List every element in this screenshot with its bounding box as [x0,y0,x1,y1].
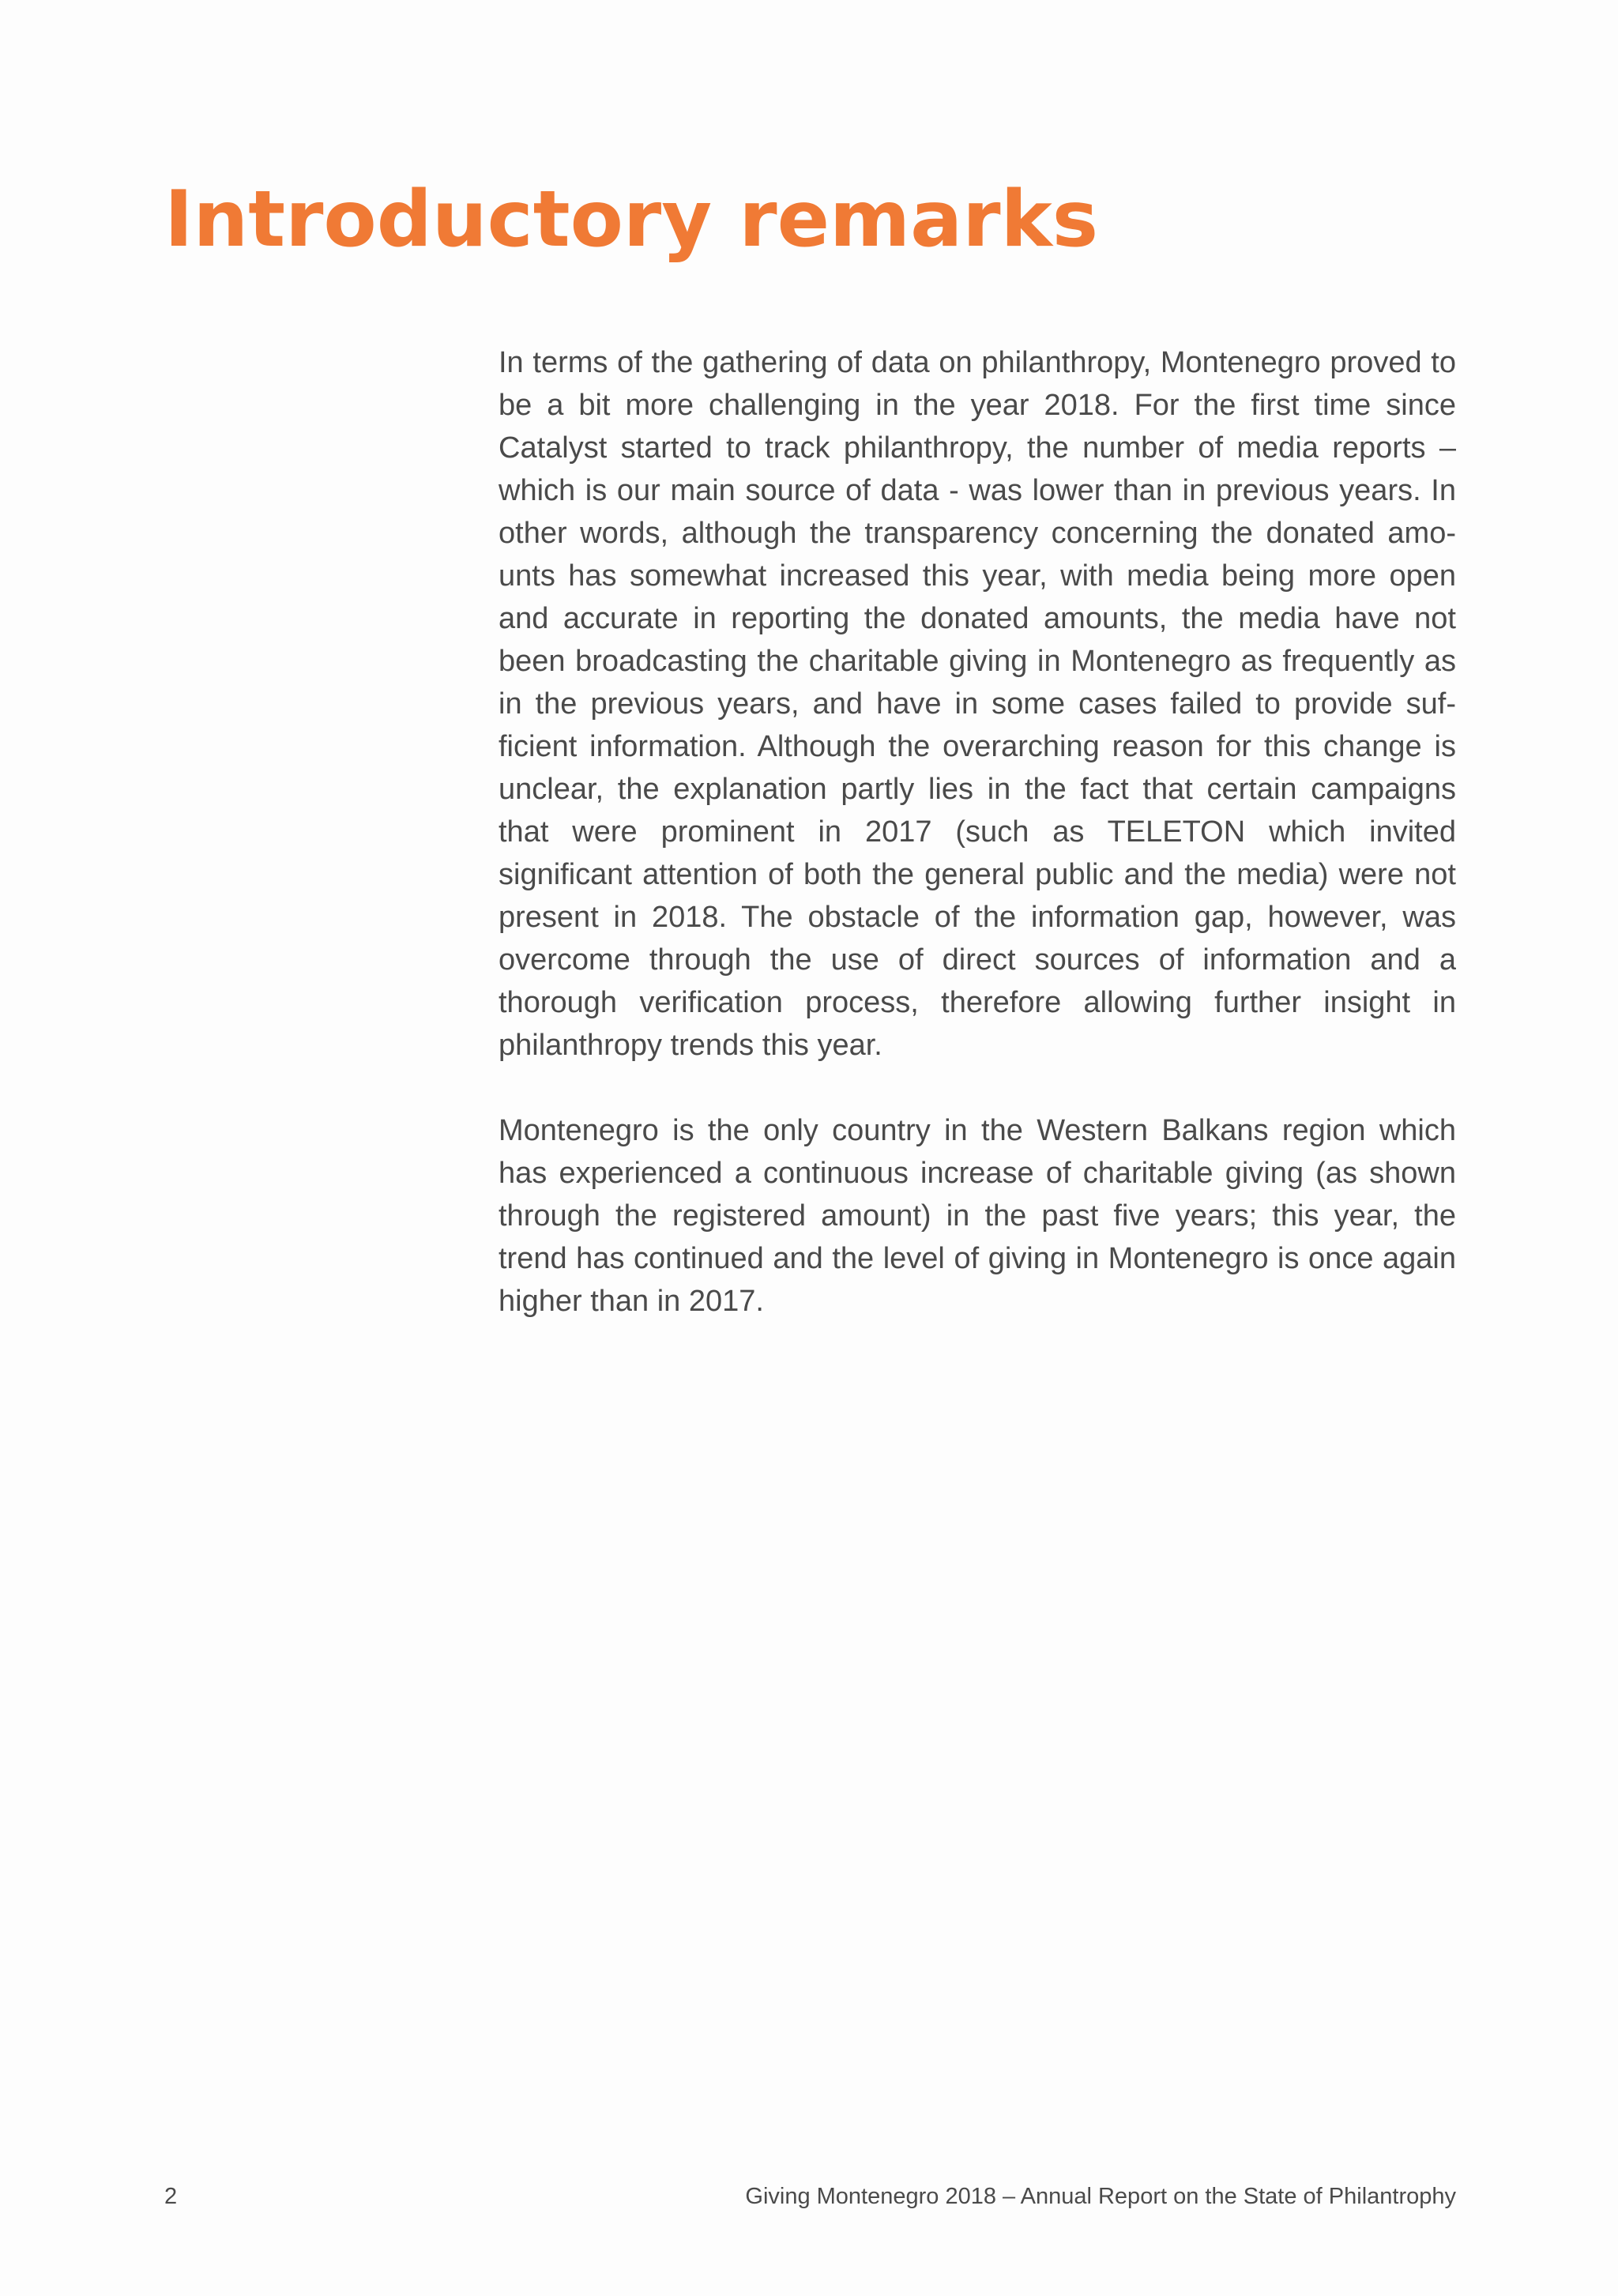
running-title: Giving Montenegro 2018 – Annual Report on the State of Philantrophy [745,2184,1456,2209]
body-text [499,341,1456,1365]
paragraph-giving-trend: Montenegro is the only country in the Western Balkans region which has experienced a continuous increase of charitable giving (as shown through the registered amount) in the past five years; this year, the trend has continued and the level of giving in Montenegro is once again higher than in 2017. [499,1114,1456,1318]
page-footer [164,2181,1456,2212]
paragraph-data-gathering: In terms of the gathering of data on philanthropy, Montenegro proved to be a bit more challenging in the year 2018. For the first time since Catalyst started to track philanthropy, the number of media reports – which is our main source of data - was lower than in previous years. In other words, although the transparency concerning the donated amounts has somewhat increased this year, with media being more open and accurate in reporting the donated amounts, the media have not been broadcasting the charitable giving in Montenegro as frequently as in the previous years, and have in some cases failed to provide sufficient information. Although the overarching reason for this change is unclear, the explanation partly lies in the fact that certain campaigns that were prominent in 2017 (such as TELETON which invited significant attention of both the general public and the media) were not present in 2018. The obstacle of the information gap, however, was overcome through the use of direct sources of information and a thorough verification process, therefore allowing further insight in philanthropy trends this year. [499,346,1456,1062]
page-title: Introductory remarks [164,175,1099,265]
page-number: 2 [164,2184,178,2209]
